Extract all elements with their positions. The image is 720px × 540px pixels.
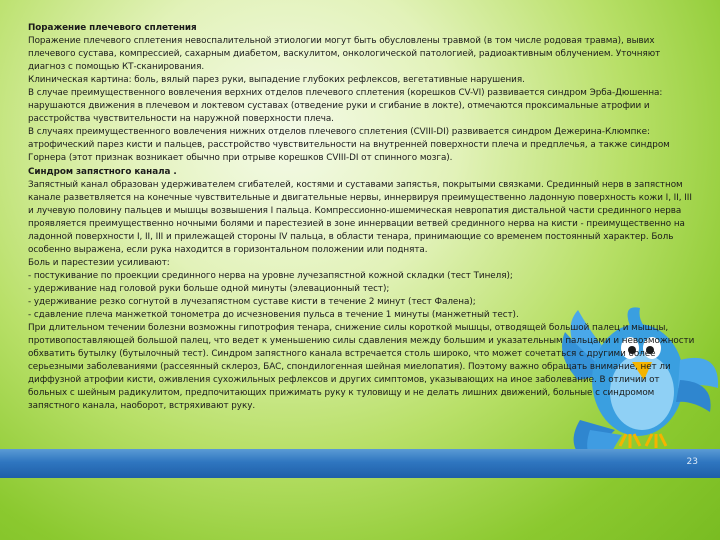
paragraph: Поражение плечевого сплетения невоспалительной этиологии могут быть обусловлены травмой (в том числе родовая травма), вывих плечевого сустава, компрессией, сахарным диабетом, васкулитом, онкологической патологией, радиоактивным облучением. Уточняют диагноз с помощью КТ-сканирования. (28, 36, 661, 73)
paragraph: При длительном течении болезни возможны гипотрофия тенара, снижение силы короткой мышцы, отводящей большой палец и мышцы, противопоставляющей большой палец, что ведет к уменьшению силы сдавления между большим и указательным пальцами и невозможности обхватить бутылку (бутылочный тест). Синдром запястного канала встречается столь широко, что может сочетаться с другими более серьезными заболеваниями (рассеянный склероз, БАС, спондилогенная шейная миелопатия). Поэтому важно обращать внимание, нет ли диффузной атрофии кисти, оживления сухожильных рефлексов и других симптомов, указывающих на иное заболевание. В отличии от больных с шейным радикулитом, предпочитающих прижимать руку к туловищу и не делать лишних движений, больные с синдромом запястного канала, наоборот, встряхивают руку. (28, 323, 695, 412)
slide-text-body (28, 22, 696, 413)
footer-bar (0, 449, 720, 478)
paragraph: В случаях преимущественного вовлечения нижних отделов плечевого сплетения (CVIII-DI) развивается синдром Дежерина-Клюмпке: атрофический парез кисти и пальцев, расстройство чувствительности на внутренней поверхности плеча и предплечья, а также синдром Горнера (этот признак возникает обычно при отрыве корешков CVIII-DI от спинного мозга). (28, 127, 670, 164)
section-heading-brachial-plexus: Поражение плечевого сплетения (28, 23, 197, 33)
paragraph: Запястный канал образован удерживателем сгибателей, костями и суставами запястья, покрытыми связками. Срединный нерв в запястном канале разветвляется на конечные чувствительные и двигательные нервы, иннервируя преимущественно ладонную поверхность кожи I, II, III и лучевую половину пальцев и мышцы возвышения I пальца. Компрессионно-ишемическая невропатия дистальной части срединного нерва проявляется преимущественно ночными болями и парестезией в зоне иннервации ветвей срединного нерва на кисти - преимущественно на ладонной поверхности I, II, III и прилежащей стороны IV пальца, в области тенара, принимающие со временем постоянный характер. Боль особенно выражена, если рука находится в горизонтальном положении или поднята. (28, 179, 692, 255)
paragraph: Клиническая картина: боль, вялый парез руки, выпадение глубоких рефлексов, вегетативные нарушения. (28, 75, 525, 86)
list-item: - удерживание резко согнутой в лучезапястном суставе кисти в течение 2 минут (тест Фалена); (28, 296, 476, 307)
page-number: 23 (686, 457, 698, 467)
list-item: - удерживание над головой руки больше одной минуты (элевационный тест); (28, 283, 390, 294)
list-item: - сдавление плеча манжеткой тонометра до исчезновения пульса в течение 1 минуты (манжетный тест). (28, 310, 519, 321)
paragraph: Боль и парестезии усиливают: (28, 257, 170, 268)
section-heading-carpal-tunnel: Синдром запястного канала . (28, 166, 177, 177)
paragraph: В случае преимущественного вовлечения верхних отделов плечевого сплетения (корешков CV-VI) развивается синдром Эрба-Дюшенна: нарушаются движения в плечевом и локтевом суставах (отведение руки и сгибание в локте), отмечаются проксимальные атрофии и расстройства чувствительности на наружной поверхности плеча. (28, 88, 663, 125)
list-item: - постукивание по проекции срединного нерва на уровне лучезапястной кожной складки (тест Тинеля); (28, 270, 513, 281)
